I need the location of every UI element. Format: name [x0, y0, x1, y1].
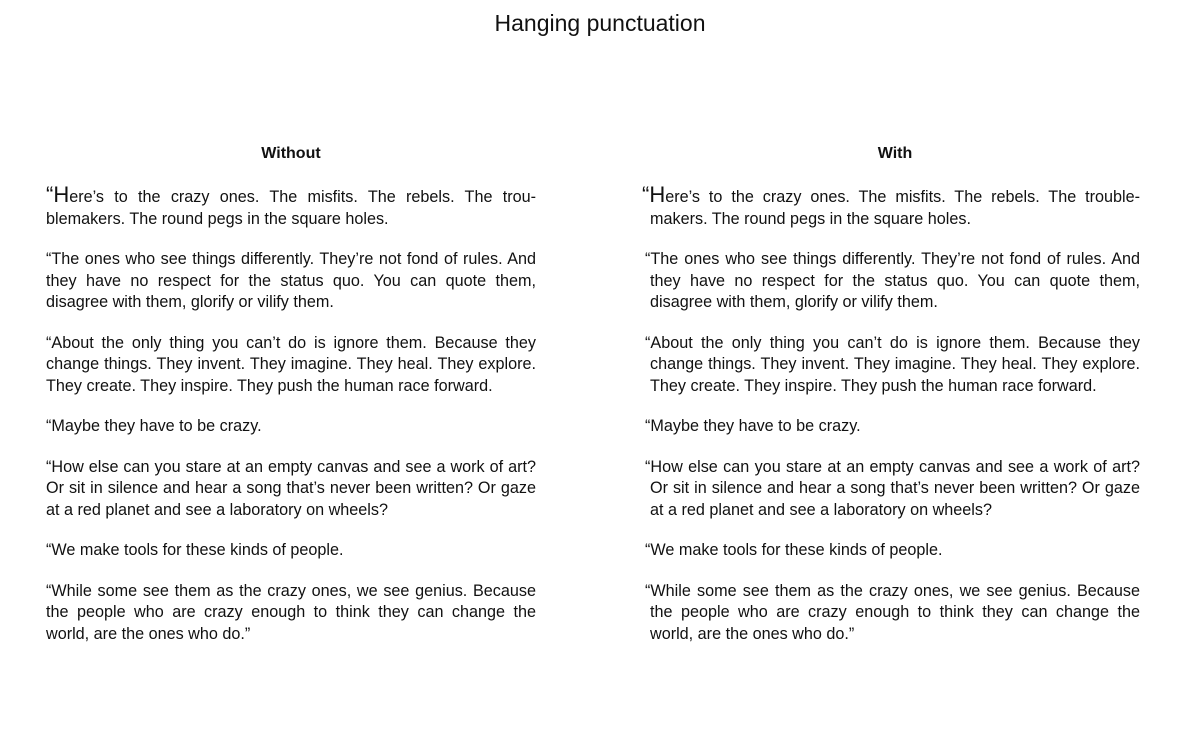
paragraph: “We make tools for these kinds of people. — [46, 541, 344, 559]
paragraph: “The ones who see things differently. They’re not fond of rules. And they have no respect for the status quo. You can quote them, disagree with them, glorify or vilify them. — [645, 250, 1140, 311]
paragraph: “The ones who see things differently. They’re not fond of rules. And they have no respect for the status quo. You can quote them, disagree with them, glorify or vilify them. — [46, 250, 536, 311]
paragraph-text: ere’s to the crazy ones. The misfits. The rebels. The troublemakers. The round pegs in the square holes. — [46, 188, 536, 228]
paragraph: “We make tools for these kinds of people. — [645, 541, 943, 559]
paragraph: “About the only thing you can’t do is ignore them. Because they change things. They invent. They imagine. They heal. They explore. They create. They inspire. They push the human race forward. — [46, 333, 536, 395]
column-heading: Without — [261, 145, 321, 162]
paragraph: “How else can you stare at an empty canvas and see a work of art? Or sit in silence and hear a song that’s never been written? Or gaze at a red planet and see a laboratory on wheels? — [46, 457, 536, 519]
paragraph: “How else can you stare at an empty canvas and see a work of art? Or sit in silence and hear a song that’s never been written? Or gaze at a red planet and see a laboratory on wheels? — [645, 457, 1140, 519]
paragraph: “About the only thing you can’t do is ignore them. Because they change things. They invent. They imagine. They heal. They explore. They create. They inspire. They push the human race forward. — [645, 333, 1140, 395]
paragraph: “While some see them as the crazy ones, we see genius. Because the people who are crazy enough to think they can change the world, are the ones who do.” — [645, 581, 1140, 643]
paragraph — [642, 182, 1140, 230]
paragraph-lead: “H — [642, 182, 666, 207]
paragraph-lead: “H — [46, 182, 70, 207]
paragraph: “While some see them as the crazy ones, we see genius. Because the people who are crazy enough to think they can change the world, are the ones who do.” — [46, 581, 536, 643]
paragraph-text: ere’s to the crazy ones. The misfits. The rebels. The troublemakers. The round pegs in the square holes. — [650, 188, 1140, 228]
paragraph: “Maybe they have to be crazy. — [645, 417, 861, 435]
paragraph — [46, 182, 536, 230]
column-with — [642, 143, 1140, 664]
page-title: Hanging punctuation — [494, 10, 706, 36]
paragraph: “Maybe they have to be crazy. — [46, 417, 262, 435]
column-heading: With — [877, 145, 913, 162]
column-without — [46, 143, 536, 664]
